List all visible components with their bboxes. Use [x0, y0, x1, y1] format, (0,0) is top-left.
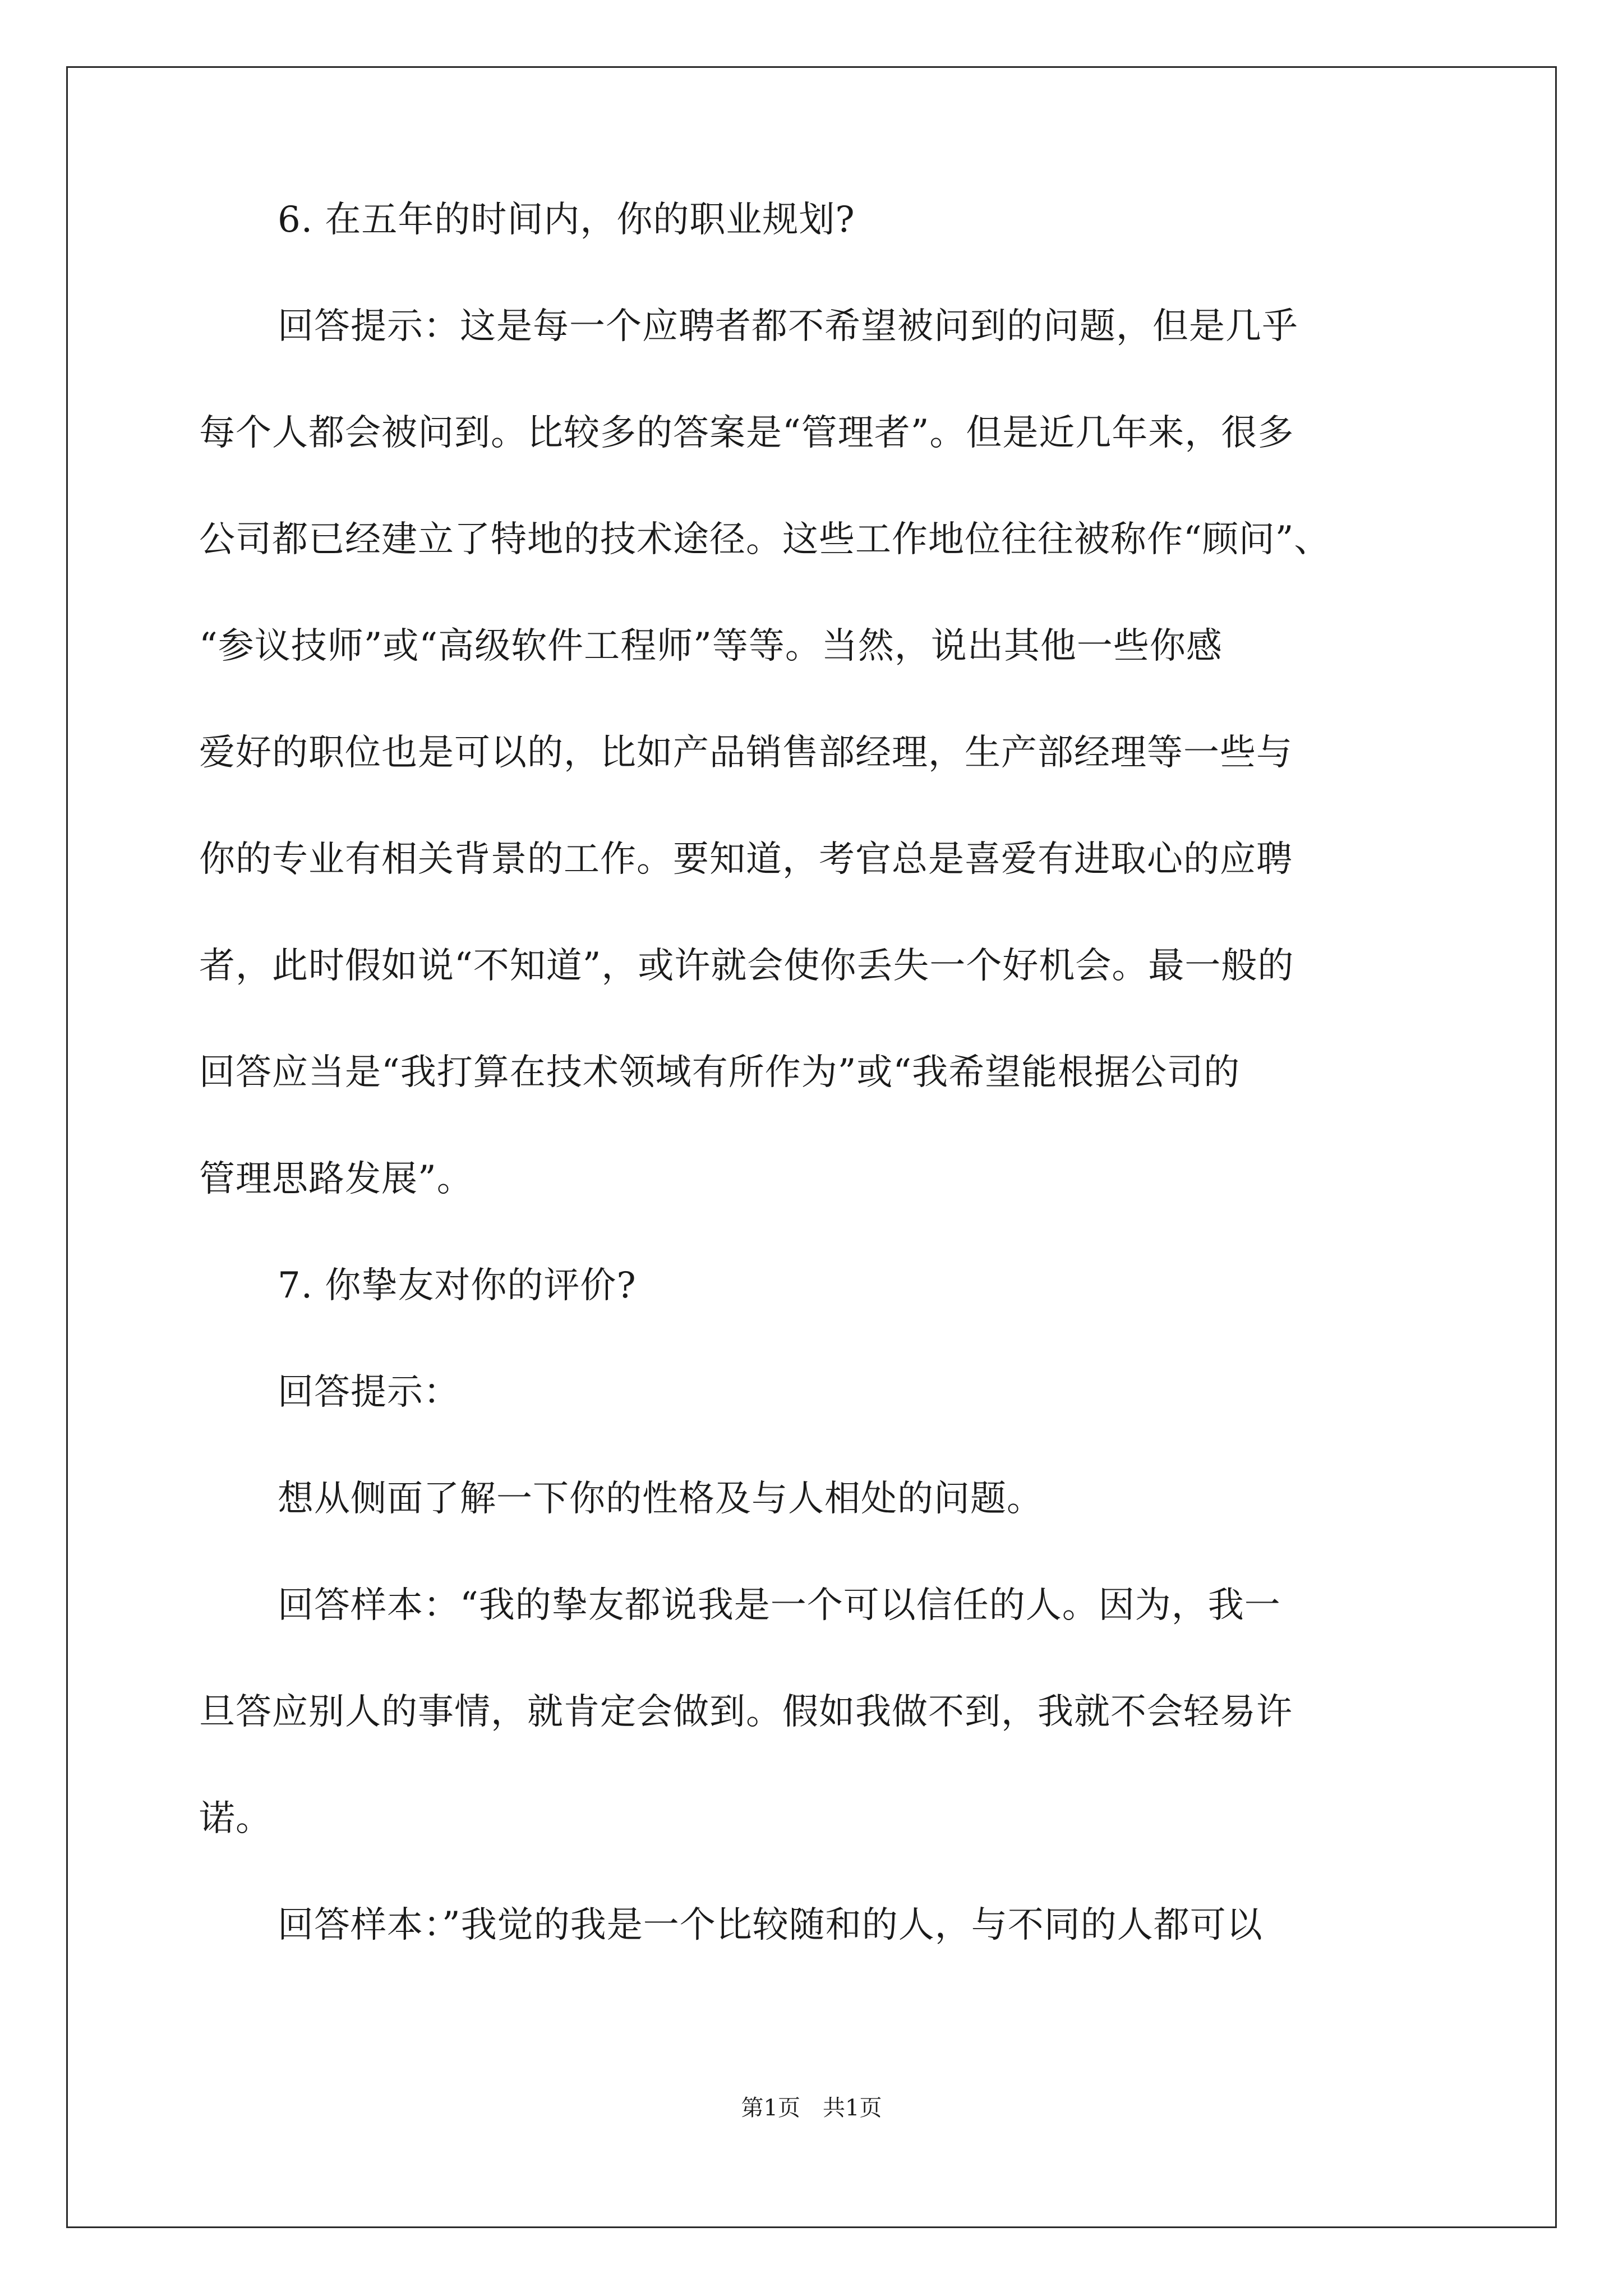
- answer-hint-paragraph-line: 每个人都会被问到。比较多的答案是“管理者”。但是近几年来，很多: [199, 412, 1294, 454]
- sample-answer-1-line: 旦答应别人的事情，就肯定会做到。假如我做不到，我就不会轻易许: [199, 1691, 1293, 1733]
- sample-answer-1-line: 诺。: [199, 1798, 272, 1839]
- question-7-heading: 7. 你挚友对你的评价?: [278, 1265, 637, 1306]
- page-number-footer: 第1页 共1页: [741, 2095, 882, 2121]
- answer-hint-text: 想从侧面了解一下你的性格及与人相处的问题。: [278, 1478, 1043, 1520]
- answer-hint-label: 回答提示：: [278, 1372, 460, 1413]
- answer-hint-paragraph-line: 者，此时假如说“不知道”，或许就会使你丢失一个好机会。最一般的: [199, 945, 1294, 987]
- answer-hint-paragraph-line: 公司都已经建立了特地的技术途径。这些工作地位往往被称作“顾问”、: [199, 519, 1331, 560]
- answer-hint-paragraph-line: 回答提示：这是每一个应聘者都不希望被问到的问题，但是几乎: [278, 306, 1298, 347]
- answer-hint-paragraph-line: 爱好的职位也是可以的，比如产品销售部经理，生产部经理等一些与: [199, 732, 1293, 774]
- sample-answer-1-line: 回答样本：“我的挚友都说我是一个可以信任的人。因为，我一: [278, 1585, 1281, 1626]
- answer-hint-paragraph-line: 回答应当是“我打算在技术领域有所作为”或“我希望能根据公司的: [199, 1052, 1241, 1093]
- sample-answer-2-line: 回答样本：”我觉的我是一个比较随和的人，与不同的人都可以: [278, 1904, 1263, 1946]
- answer-hint-paragraph-line: 管理思路发展”。: [199, 1158, 473, 1200]
- answer-hint-paragraph-line: “参议技师”或“高级软件工程师”等等。当然，说出其他一些你感: [199, 625, 1223, 667]
- answer-hint-paragraph-line: 你的专业有相关背景的工作。要知道，考官总是喜爱有进取心的应聘: [199, 839, 1293, 880]
- question-6-heading: 6. 在五年的时间内，你的职业规划?: [278, 199, 855, 241]
- document-body: [199, 199, 1433, 2014]
